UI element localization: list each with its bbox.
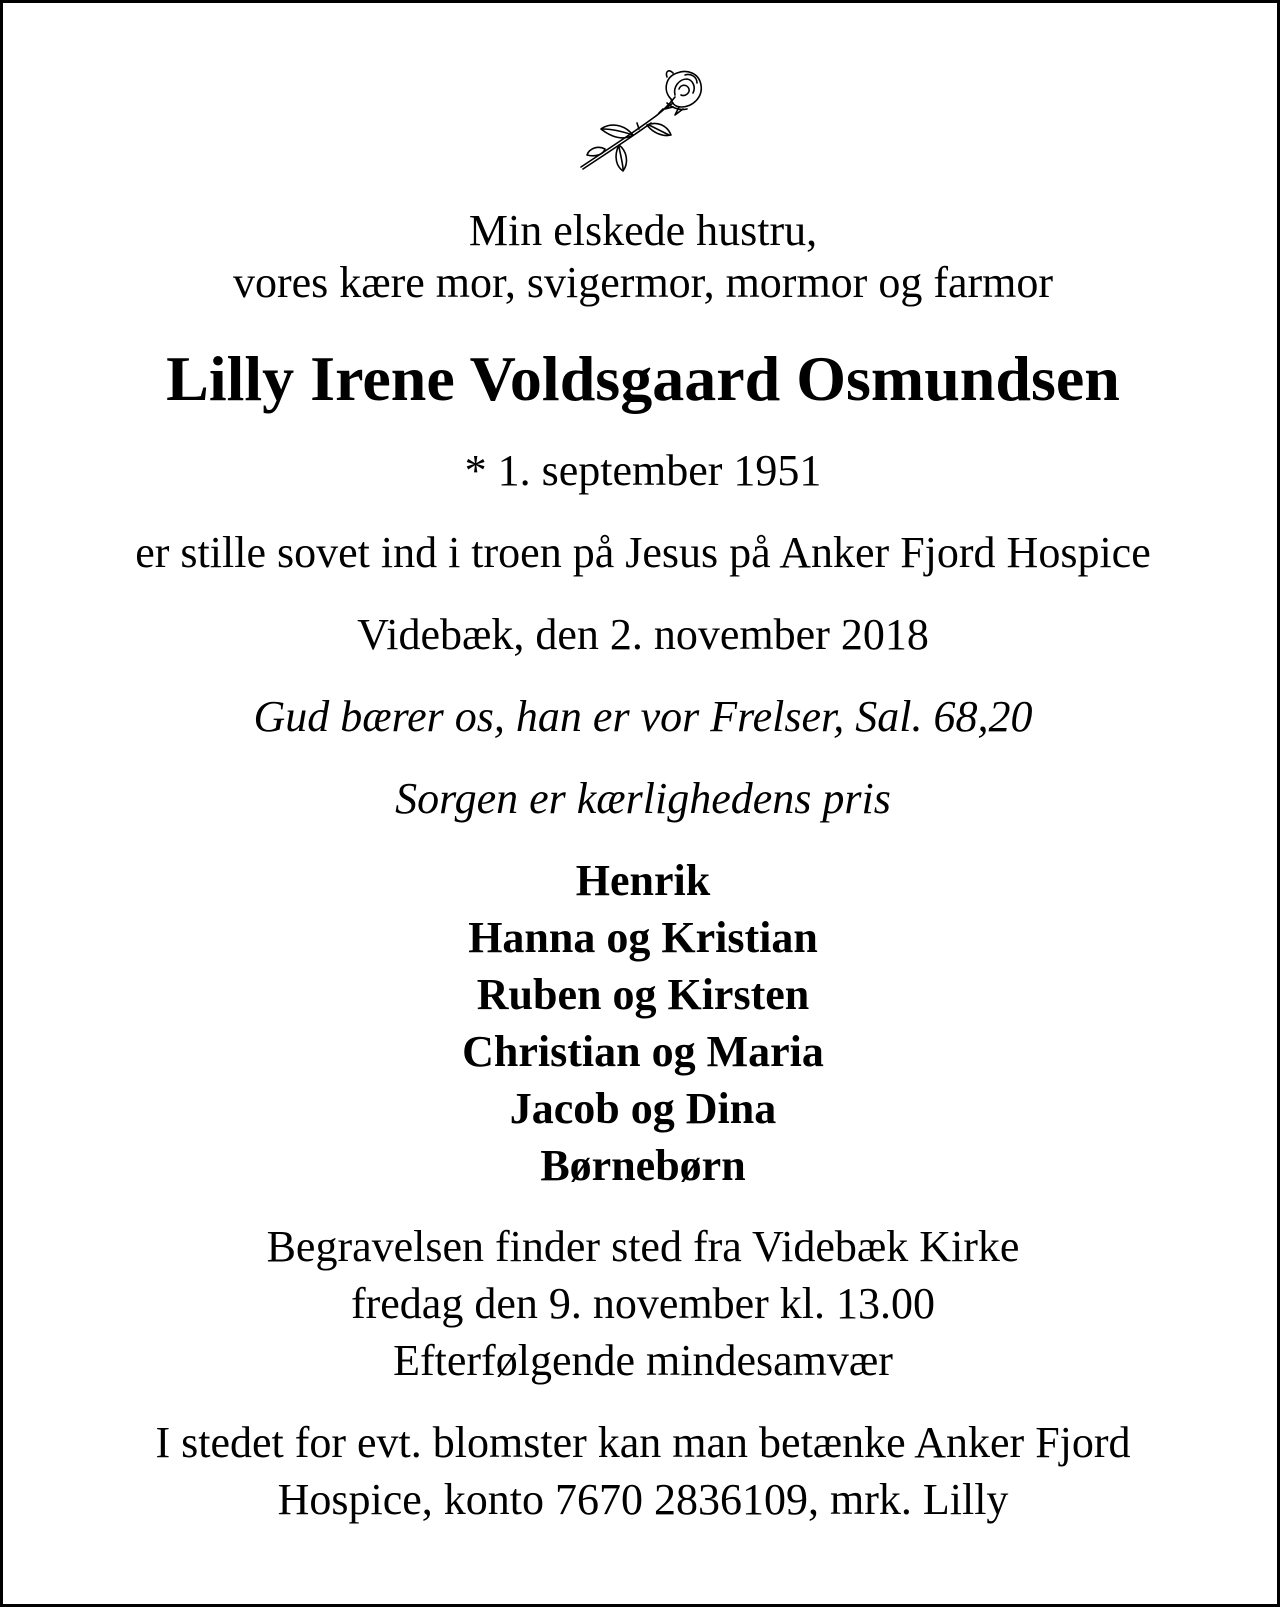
family-member: Christian og Maria	[462, 1027, 824, 1076]
funeral-line-1: Begravelsen finder sted fra Videbæk Kirke	[266, 1222, 1020, 1271]
passing-statement: er stille sovet ind i troen på Jesus på Anker Fjord Hospice	[135, 528, 1151, 577]
family-member: Børnebørn	[540, 1141, 746, 1190]
donation-line-1: I stedet for evt. blomster kan man betænke Anker Fjord	[155, 1418, 1131, 1467]
intro-line-2: vores kære mor, svigermor, mormor og farmor	[232, 258, 1054, 307]
rose-icon	[575, 63, 715, 175]
deceased-name: Lilly Irene Voldsgaard Osmundsen	[166, 343, 1120, 414]
birth-date: * 1. september 1951	[464, 446, 822, 495]
donation-line-2: Hospice, konto 7670 2836109, mrk. Lilly	[277, 1475, 1009, 1524]
family-member: Ruben og Kirsten	[476, 970, 810, 1019]
family-member: Jacob og Dina	[509, 1084, 777, 1133]
bible-verse: Gud bærer os, han er vor Frelser, Sal. 68,20	[253, 692, 1033, 741]
motto: Sorgen er kærlighedens pris	[395, 774, 891, 823]
intro-line-1: Min elskede hustru,	[468, 206, 818, 255]
funeral-line-3: Efterfølgende mindesamvær	[393, 1336, 893, 1385]
family-member: Henrik	[575, 856, 711, 905]
place-and-date: Videbæk, den 2. november 2018	[357, 610, 929, 659]
family-member: Hanna og Kristian	[468, 913, 818, 962]
funeral-line-2: fredag den 9. november kl. 13.00	[350, 1279, 936, 1328]
